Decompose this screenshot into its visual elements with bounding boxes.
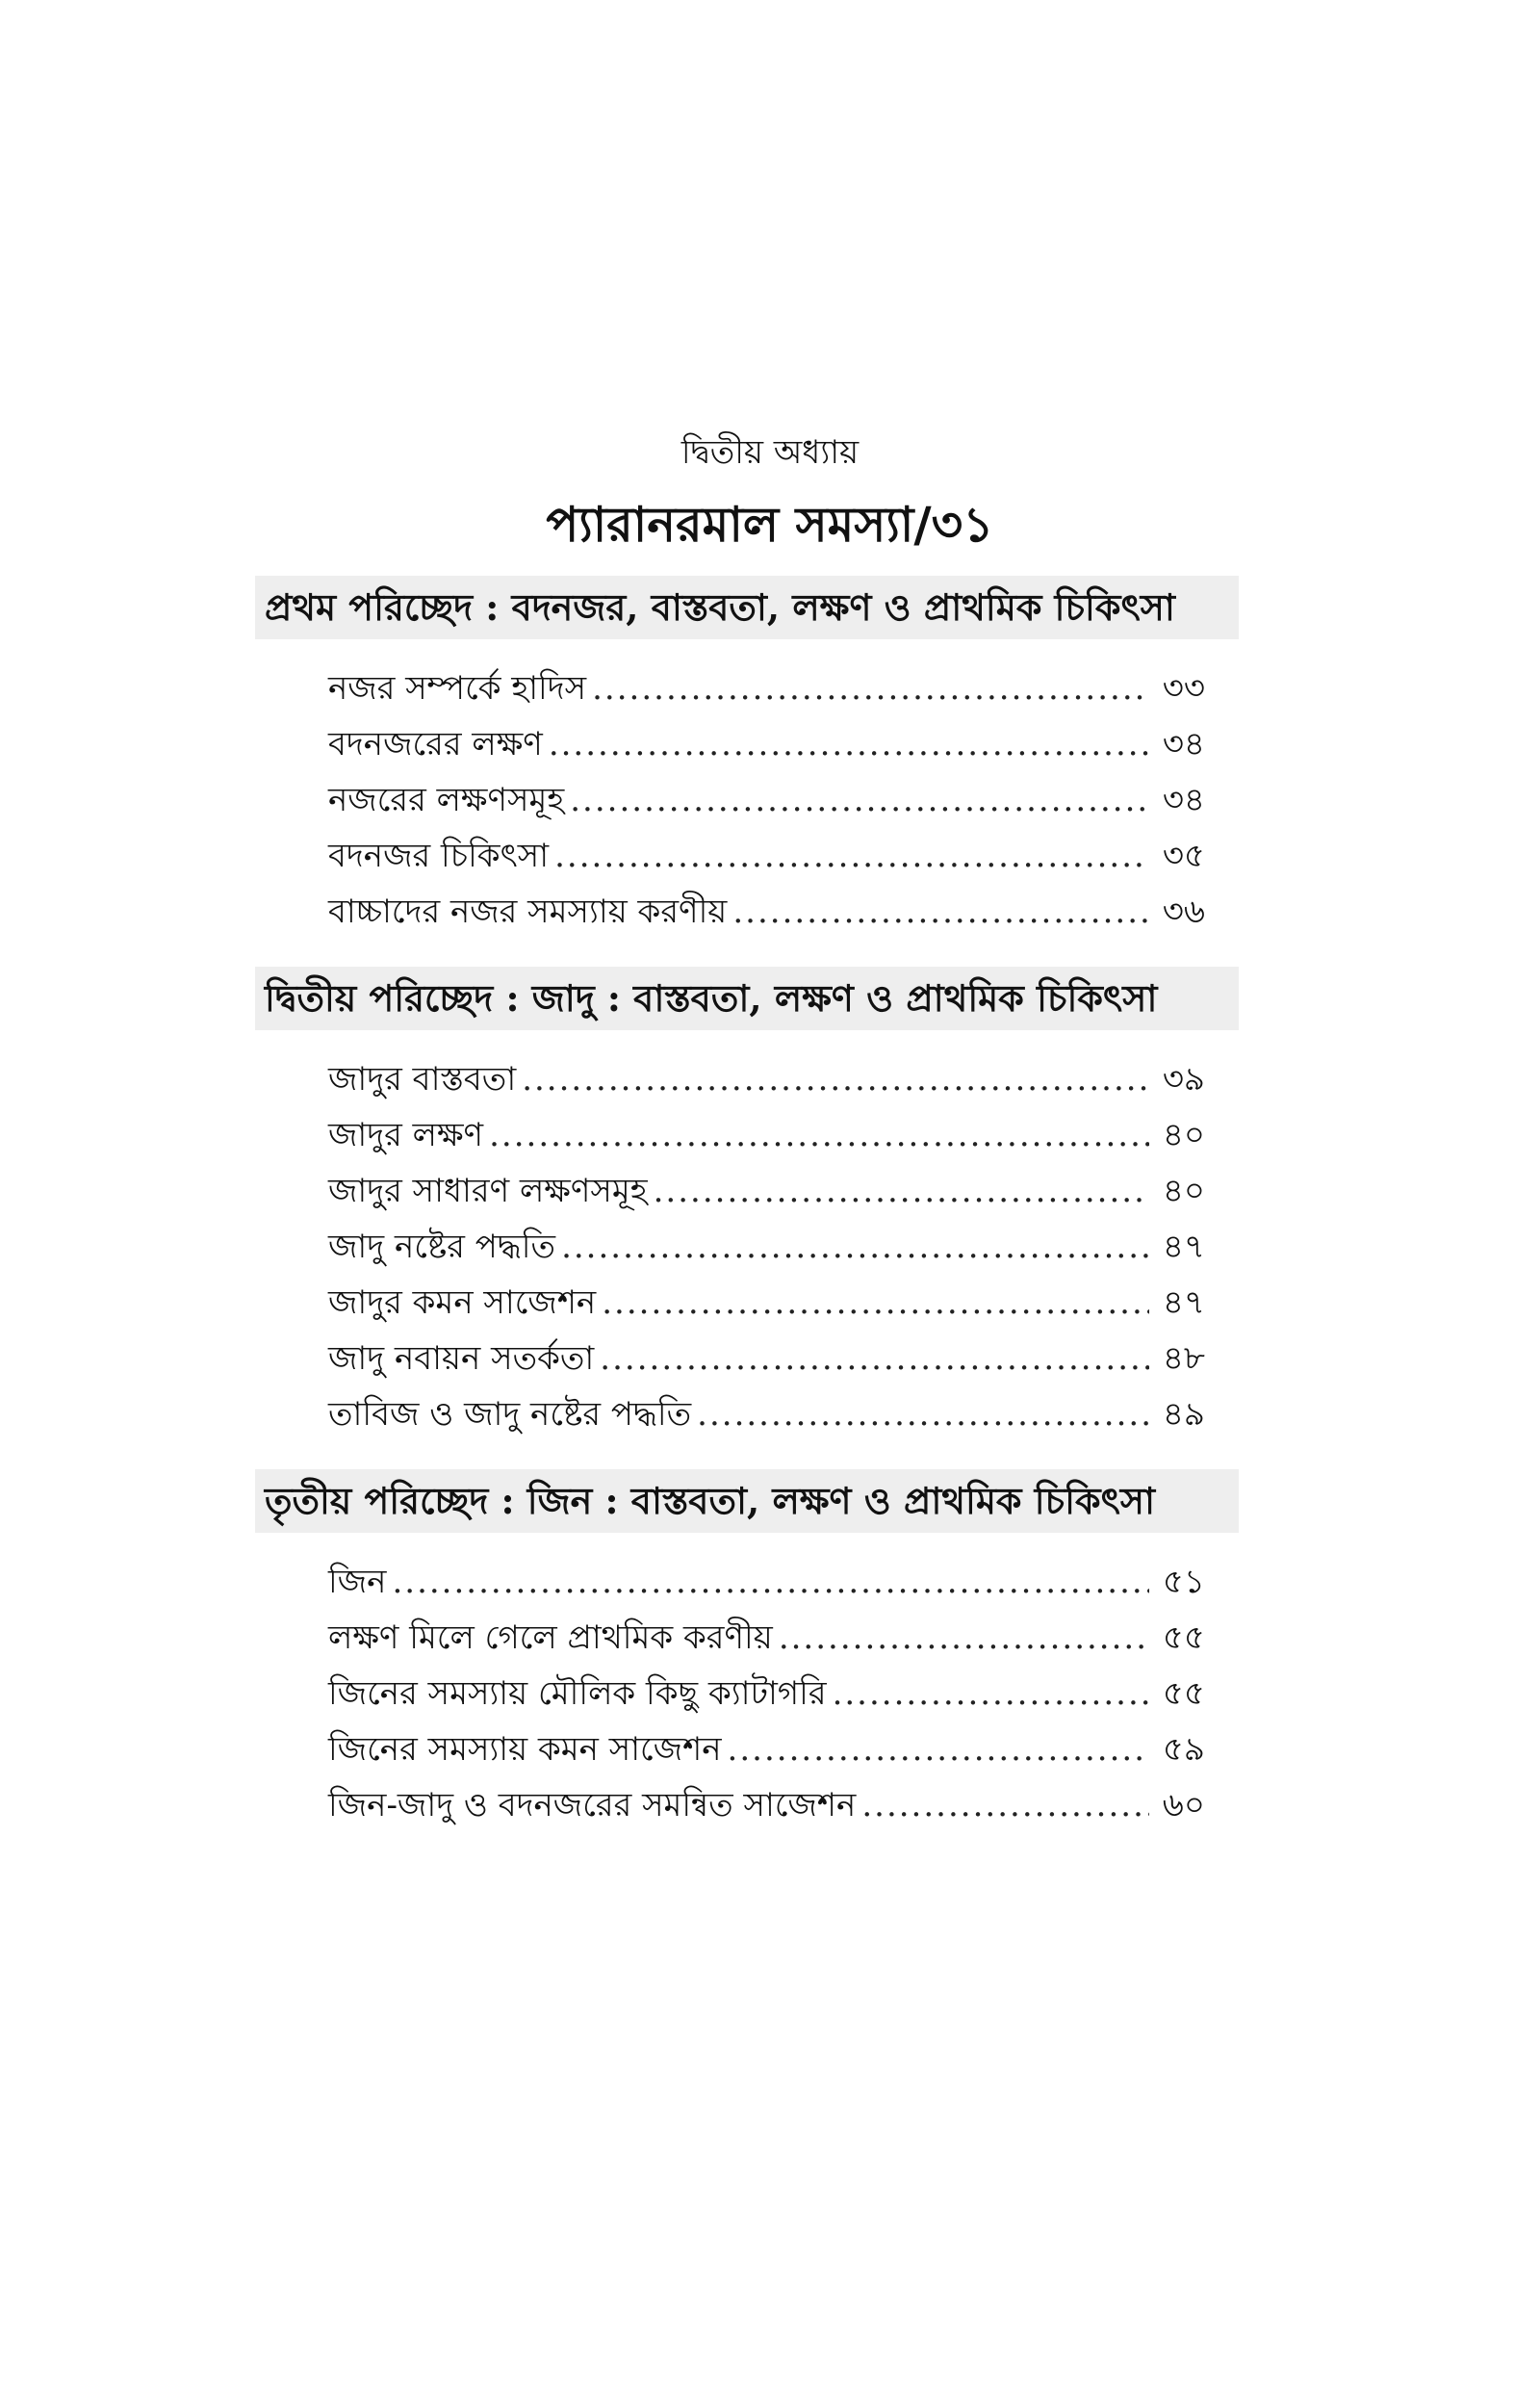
entry-page-number: ৩৯ — [1162, 1060, 1205, 1099]
dot-leader — [554, 828, 1149, 884]
dot-leader — [861, 1777, 1149, 1833]
entry-page-number: ৩৬ — [1162, 893, 1205, 931]
entry-list — [255, 1051, 1239, 1442]
toc-entry[interactable] — [328, 1051, 1205, 1107]
dot-leader — [522, 1051, 1149, 1107]
entry-title: লক্ষণ মিলে গেলে প্রাথমিক করণীয় — [328, 1618, 773, 1657]
entry-title: জাদু নবায়ন সতর্কতা — [328, 1339, 595, 1378]
dot-leader — [592, 660, 1149, 716]
entry-title: বদনজরের লক্ষণ — [328, 725, 543, 763]
toc-entry[interactable] — [328, 1163, 1205, 1219]
section-heading: তৃতীয় পরিচ্ছেদ : জিন : বাস্তবতা, লক্ষণ ও প্রাথমিক চিকিৎসা — [255, 1469, 1239, 1533]
dot-leader — [779, 1610, 1149, 1666]
dot-leader — [489, 1107, 1149, 1163]
toc-entry[interactable] — [328, 716, 1205, 772]
entry-title: বদনজর চিকিৎসা — [328, 837, 550, 875]
toc-entry[interactable] — [328, 828, 1205, 884]
dot-leader — [654, 1163, 1149, 1219]
toc-entry[interactable] — [328, 1107, 1205, 1163]
toc-entry[interactable] — [328, 884, 1205, 940]
dot-leader — [561, 1219, 1149, 1275]
section-heading: প্রথম পরিচ্ছেদ : বদনজর, বাস্তবতা, লক্ষণ ও প্রাথমিক চিকিৎসা — [255, 576, 1239, 639]
entry-page-number: ৫১ — [1162, 1563, 1205, 1601]
entry-title: নজর সম্পর্কে হাদিস — [328, 669, 587, 708]
dot-leader — [570, 772, 1149, 828]
toc-entry[interactable] — [328, 1219, 1205, 1275]
entry-page-number: ৫৫ — [1162, 1618, 1205, 1657]
entry-list — [255, 660, 1239, 940]
toc-entry[interactable] — [328, 1721, 1205, 1777]
toc-entry[interactable] — [328, 1275, 1205, 1331]
chapter-label: দ্বিতীয় অধ্যায় — [680, 433, 860, 472]
entry-page-number: ৬০ — [1162, 1786, 1205, 1825]
entry-title: জিন-জাদু ও বদনজরের সমন্বিত সাজেশন — [328, 1786, 857, 1825]
entry-title: জিনের সমস্যায় কমন সাজেশন — [328, 1730, 722, 1769]
dot-leader — [728, 1721, 1149, 1777]
entry-page-number: ৪০ — [1162, 1116, 1205, 1154]
entry-page-number: ৩৩ — [1162, 669, 1205, 708]
dot-leader — [549, 716, 1149, 772]
entry-title: জাদুর বাস্তবতা — [328, 1060, 517, 1099]
dot-leader — [732, 884, 1149, 940]
toc-entry[interactable] — [328, 772, 1205, 828]
entry-title: জাদুর সাধারণ লক্ষণসমূহ — [328, 1172, 648, 1210]
dot-leader — [833, 1666, 1149, 1721]
entry-page-number: ৪৮ — [1162, 1339, 1205, 1378]
entry-page-number: ৪০ — [1162, 1172, 1205, 1210]
entry-title: বাচ্চাদের নজর সমস্যায় করণীয় — [328, 893, 728, 931]
dot-leader — [602, 1275, 1149, 1331]
toc-entry[interactable] — [328, 1331, 1205, 1386]
section-3 — [255, 1469, 1239, 1833]
dot-leader — [697, 1386, 1149, 1442]
entry-page-number: ৩৪ — [1162, 725, 1205, 763]
entry-title: জিনের সমস্যায় মৌলিক কিছু ক্যাটাগরি — [328, 1674, 827, 1713]
toc-entry[interactable] — [328, 660, 1205, 716]
toc-entry[interactable] — [328, 1610, 1205, 1666]
dot-leader — [392, 1554, 1149, 1610]
toc-entry[interactable] — [328, 1554, 1205, 1610]
section-heading: দ্বিতীয় পরিচ্ছেদ : জাদু : বাস্তবতা, লক্ষণ ও প্রাথমিক চিকিৎসা — [255, 967, 1239, 1030]
chapter-title: প্যারানরমাল সমস্যা/৩১ — [546, 496, 994, 553]
entry-title: তাবিজ ও জাদু নষ্টের পদ্ধতি — [328, 1395, 692, 1434]
entry-page-number: ৫৫ — [1162, 1674, 1205, 1713]
toc-entry[interactable] — [328, 1386, 1205, 1442]
entry-title: জাদু নষ্টের পদ্ধতি — [328, 1228, 556, 1266]
entry-page-number: ৪৭ — [1162, 1228, 1205, 1266]
entry-page-number: ৫৯ — [1162, 1730, 1205, 1769]
entry-page-number: ৪৯ — [1162, 1395, 1205, 1434]
entry-list — [255, 1554, 1239, 1833]
section-2 — [255, 967, 1239, 1442]
entry-title: জিন — [328, 1563, 387, 1601]
section-1 — [255, 576, 1239, 940]
dot-leader — [600, 1331, 1149, 1386]
entry-page-number: ৩৫ — [1162, 837, 1205, 875]
toc-entry[interactable] — [328, 1666, 1205, 1721]
toc-entry[interactable] — [328, 1777, 1205, 1833]
entry-title: জাদুর লক্ষণ — [328, 1116, 484, 1154]
entry-title: নজরের লক্ষণসমূহ — [328, 781, 565, 819]
entry-title: জাদুর কমন সাজেশন — [328, 1283, 597, 1322]
entry-page-number: ৩৪ — [1162, 781, 1205, 819]
entry-page-number: ৪৭ — [1162, 1283, 1205, 1322]
